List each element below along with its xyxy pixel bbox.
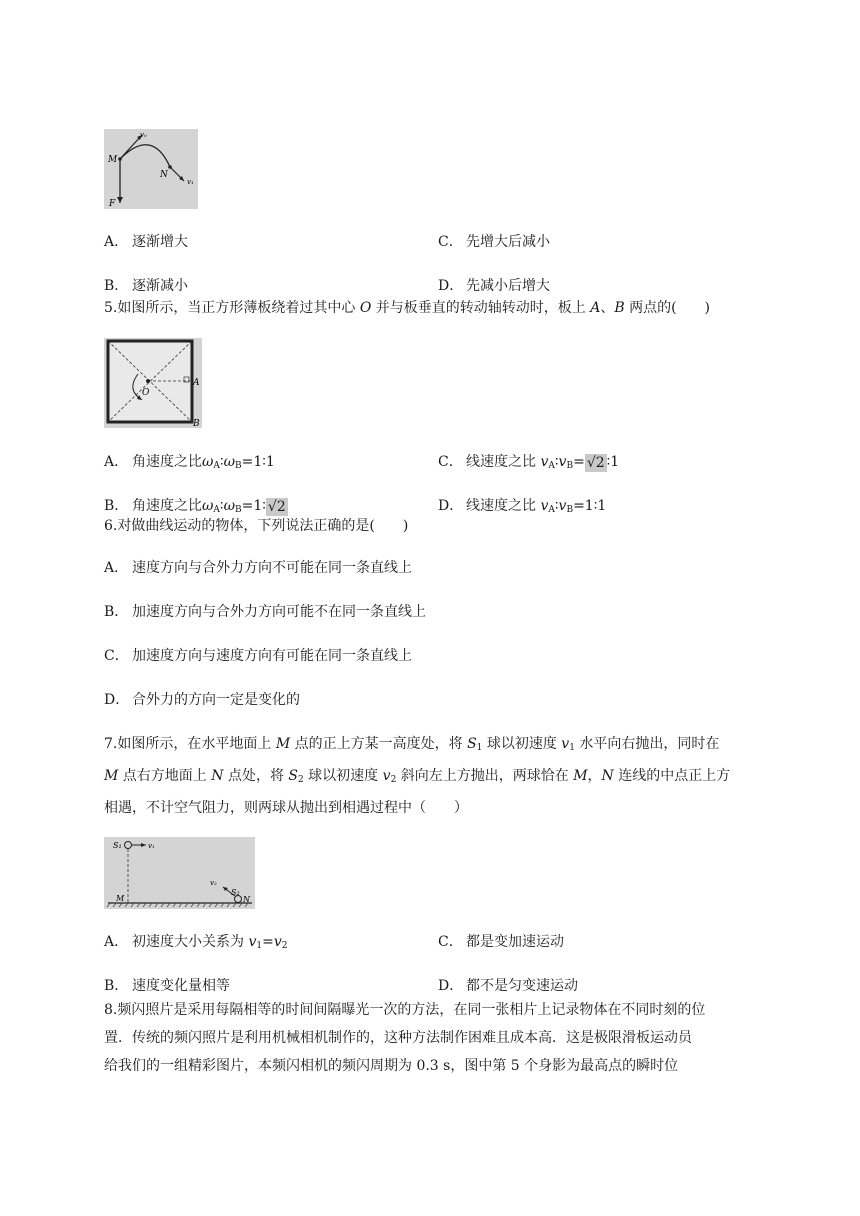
two-balls-diagram (104, 837, 255, 909)
q5-option-d: D． 线速度之比 $v_A∶v_B=1∶1$ (438, 498, 607, 515)
label-s1: S₁ (113, 841, 122, 850)
label-n: N (160, 170, 168, 180)
label-m: M (116, 894, 125, 903)
label-b: B (193, 419, 200, 428)
label-o: O (142, 388, 150, 398)
q5-stem: 5.如图所示，当正方形薄板绕着过其中心 O 并与板垂直的转动轴转动时，板上 A、B 两点的( ) (104, 300, 710, 316)
sqrt-two: √2 (267, 499, 286, 515)
q8-line-2: 置．传统的频闪照片是利用机械相机制作的，这种方法制作困难且成本高．这是极限滑板运动员 (104, 1030, 692, 1046)
option-label: B． (104, 278, 129, 294)
q4-option-a (104, 232, 188, 252)
q7-line-2: M 点右方地面上 N 点处，将 $S_2$ 球以初速度 $v_2$ 斜向左上方抛出，两球恰在 M，N 连线的中点正上方 (104, 768, 731, 785)
option-text: 先增大后减小 (466, 234, 550, 250)
q5-option-b: B． 角速度之比$\omega_A∶\omega_B=1∶$ √2 (104, 498, 286, 515)
q7-stem (104, 730, 756, 822)
q7-line-3: 相遇，不计空气阻力，则两球从抛出到相遇过程中（ ） (104, 800, 468, 816)
label-m: M (108, 155, 118, 165)
sqrt-two: √2 (586, 455, 605, 471)
figure-square-plate (104, 338, 202, 428)
label-s2: S₂ (231, 888, 240, 897)
q7-option-b: B． 速度变化量相等 (104, 978, 230, 994)
q4-option-c (438, 232, 550, 252)
option-text: 逐渐减小 (132, 278, 188, 294)
q8-stem (104, 996, 756, 1080)
label-v: v₁ (187, 178, 194, 186)
label-n: N (243, 895, 250, 904)
label-v2: v₂ (210, 879, 217, 887)
label-f: F (109, 199, 116, 209)
option-text: 先减小后增大 (466, 278, 550, 294)
q6-stem: 6.对做曲线运动的物体，下列说法正确的是( ) (104, 518, 409, 534)
option-label: C． (438, 234, 463, 250)
q6-option-d: D． 合外力的方向一定是变化的 (104, 692, 300, 708)
figure-two-balls (104, 837, 255, 909)
label-v1: v₁ (148, 842, 155, 850)
q7-option-a: A． 初速度大小关系为 $v_1=v_2$ (104, 934, 288, 951)
option-text: 逐渐增大 (132, 234, 188, 250)
q4-option-d (438, 276, 550, 296)
q7-line-1: 7.如图所示，在水平地面上 M 点的正上方某一高度处，将 $S_1$ 球以初速度 $v_1$ 水平向右抛出，同时在 (104, 736, 720, 753)
option-label: A． (104, 234, 129, 250)
curved-motion-diagram (104, 129, 198, 209)
q7-option-d: D． 都不是匀变速运动 (438, 978, 578, 994)
figure-curved-motion (104, 129, 198, 209)
label-v0: v₀ (140, 131, 147, 139)
q4-option-b (104, 276, 188, 296)
q8-line-3: 给我们的一组精彩图片，本频闪相机的频闪周期为 0.3 s，图中第 5 个身影为最高点的瞬时位 (104, 1058, 679, 1074)
q7-option-c: C． 都是变加速运动 (438, 934, 564, 950)
q6-option-b: B． 加速度方向与合外力方向可能不在同一条直线上 (104, 604, 426, 620)
square-plate-diagram (104, 338, 202, 428)
q5-option-c: C． 线速度之比 $v_A∶v_B= √2$ ∶1 (438, 454, 620, 471)
label-a: A (193, 378, 200, 388)
q6-option-c: C． 加速度方向与速度方向有可能在同一条直线上 (104, 648, 412, 664)
q5-option-a: A． 角速度之比$\omega_A∶\omega_B=1∶1$ (104, 454, 275, 471)
q8-line-1: 8.频闪照片是采用每隔相等的时间间隔曝光一次的方法，在同一张相片上记录物体在不同时刻的位 (104, 1002, 706, 1018)
option-label: D． (438, 278, 464, 294)
q6-option-a: A． 速度方向与合外力方向不可能在同一条直线上 (104, 560, 412, 576)
